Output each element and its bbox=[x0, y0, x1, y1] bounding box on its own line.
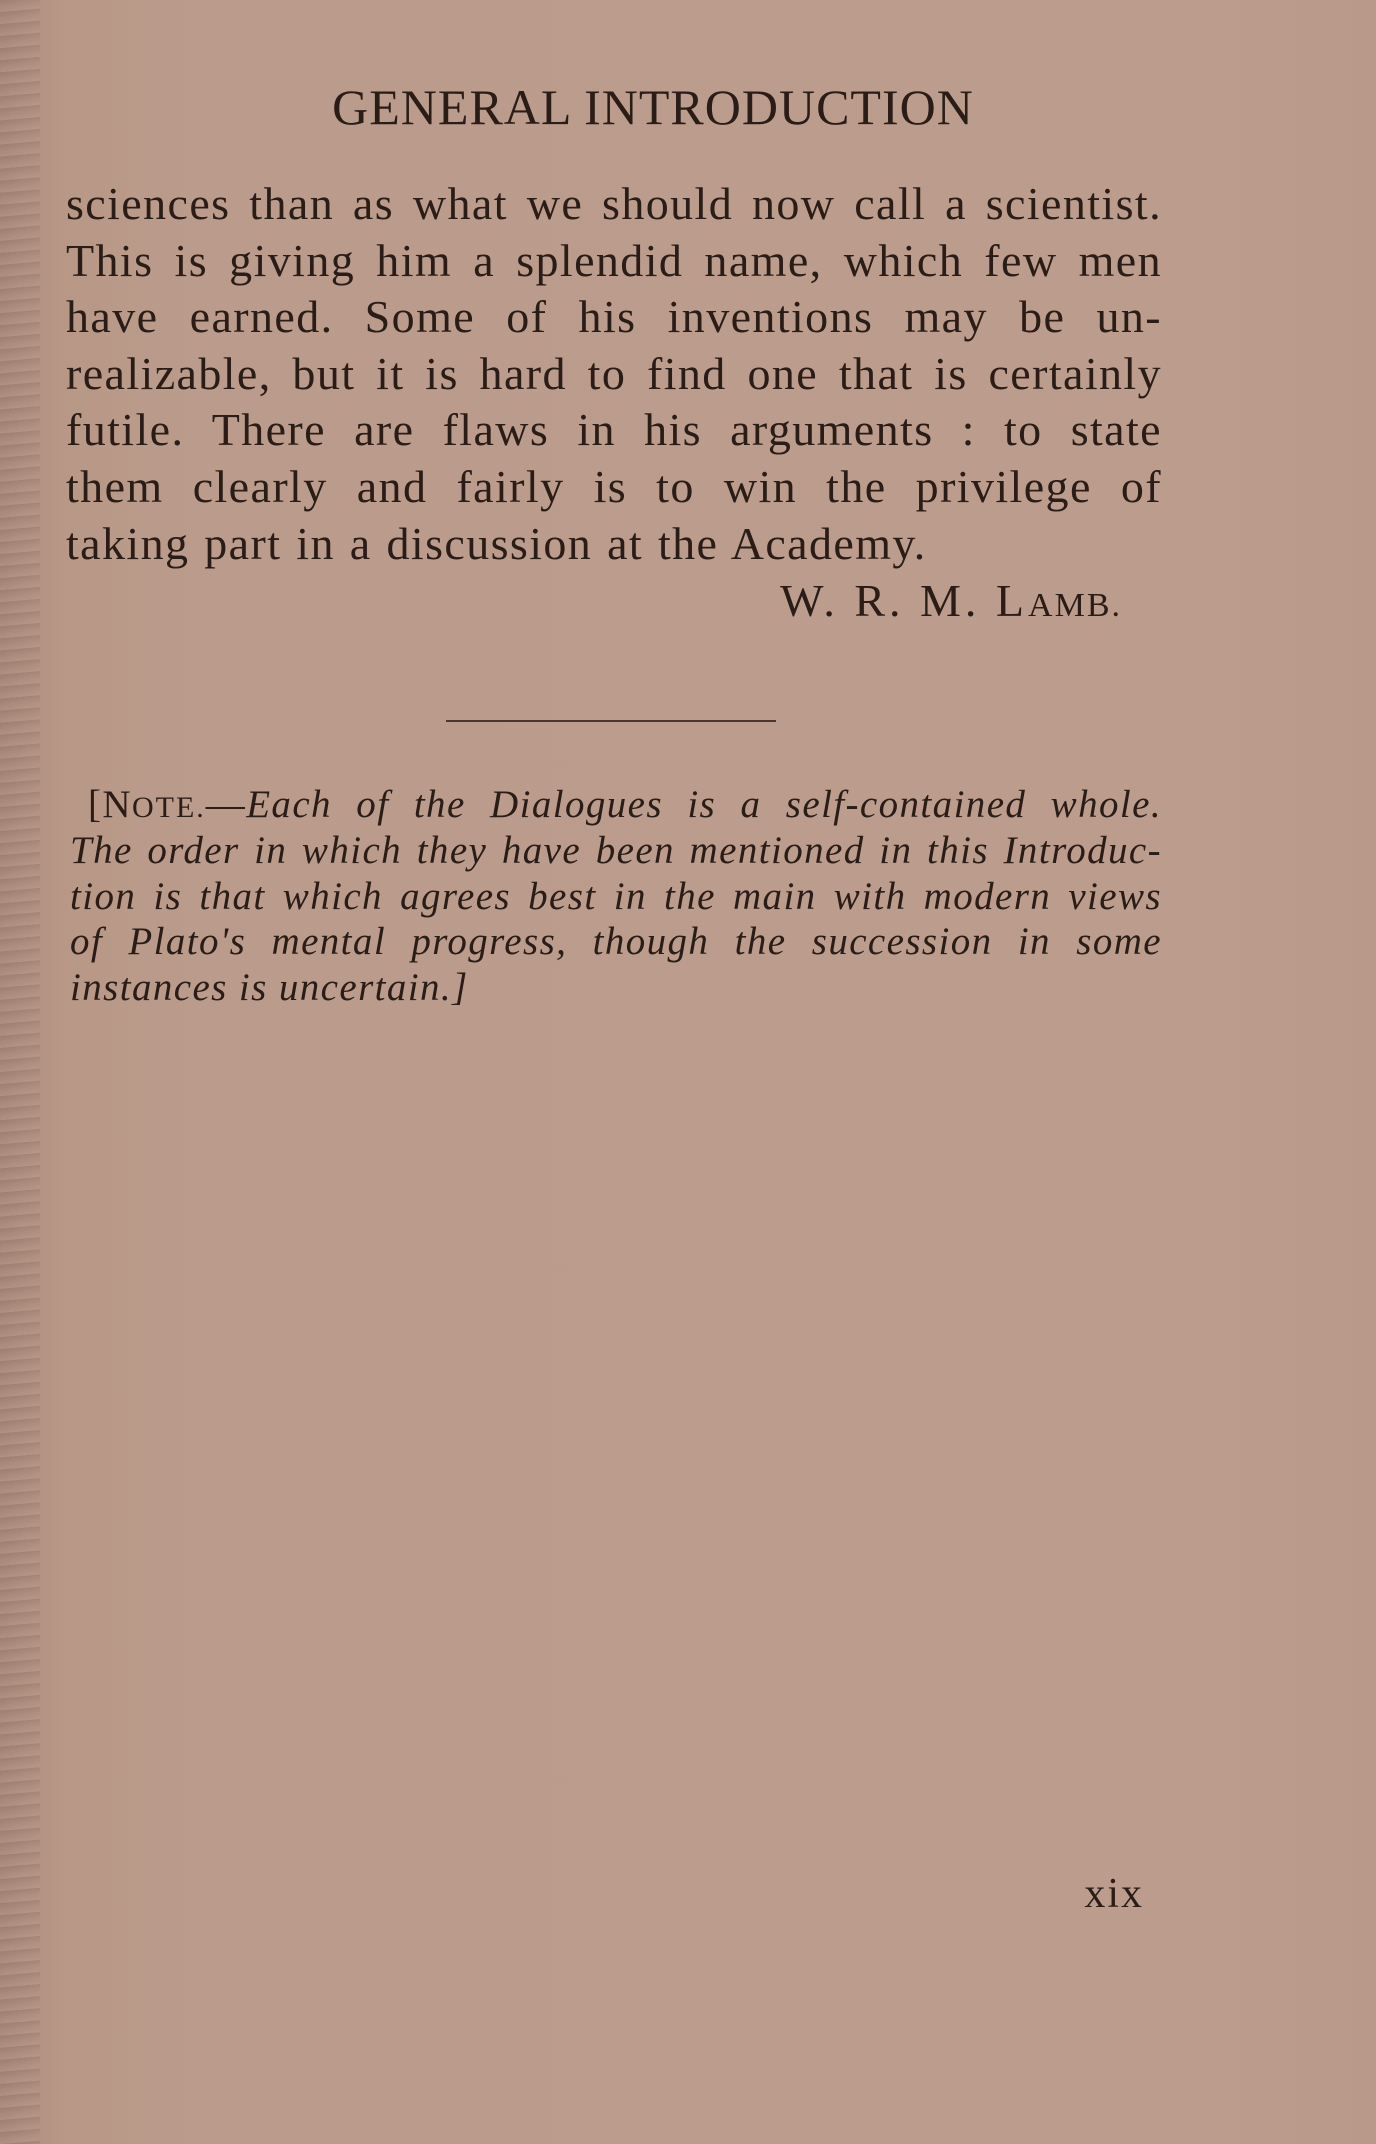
body-line: This is giving him a splendid name, which few men bbox=[66, 234, 1162, 286]
note-label-initial: N bbox=[102, 783, 132, 826]
body-line: sciences than as what we should now call a scientist. bbox=[66, 178, 1162, 229]
body-paragraph bbox=[66, 176, 1162, 572]
signature-initials: W. R. M. L bbox=[780, 575, 1029, 626]
note-line bbox=[70, 782, 1162, 828]
page-number: xix bbox=[1084, 1871, 1144, 1917]
body-line: them clearly and fairly is to win the privilege of bbox=[66, 460, 1162, 512]
body-line: have earned. Some of his inventions may be un- bbox=[66, 291, 1162, 343]
section-divider bbox=[446, 720, 776, 722]
body-line: realizable, but it is hard to find one that is certainly bbox=[66, 347, 1162, 399]
page-gutter-edge bbox=[0, 0, 40, 2144]
note-label bbox=[102, 783, 205, 826]
body-line: futile. There are flaws in his arguments : to state bbox=[66, 404, 1162, 456]
note-text: Each of the Dialogues is a self-contained whole. bbox=[246, 783, 1162, 826]
editorial-note bbox=[70, 782, 1162, 1011]
note-line: of Plato's mental progress, though the succession in some bbox=[70, 920, 1162, 964]
note-open-bracket: [ bbox=[88, 783, 103, 826]
signature-surname: AMB. bbox=[1028, 587, 1122, 624]
note-dash: — bbox=[205, 783, 247, 826]
note-line: The order in which they have been mentioned in this Introduc- bbox=[70, 828, 1162, 872]
author-signature bbox=[780, 574, 1122, 627]
note-line: instances is uncertain.] bbox=[70, 966, 469, 1010]
note-line: tion is that which agrees best in the main with modern views bbox=[70, 874, 1162, 918]
body-line: taking part in a discussion at the Academy. bbox=[66, 517, 927, 569]
running-head: GENERAL INTRODUCTION bbox=[332, 79, 974, 135]
note-label-rest: OTE. bbox=[131, 791, 206, 824]
